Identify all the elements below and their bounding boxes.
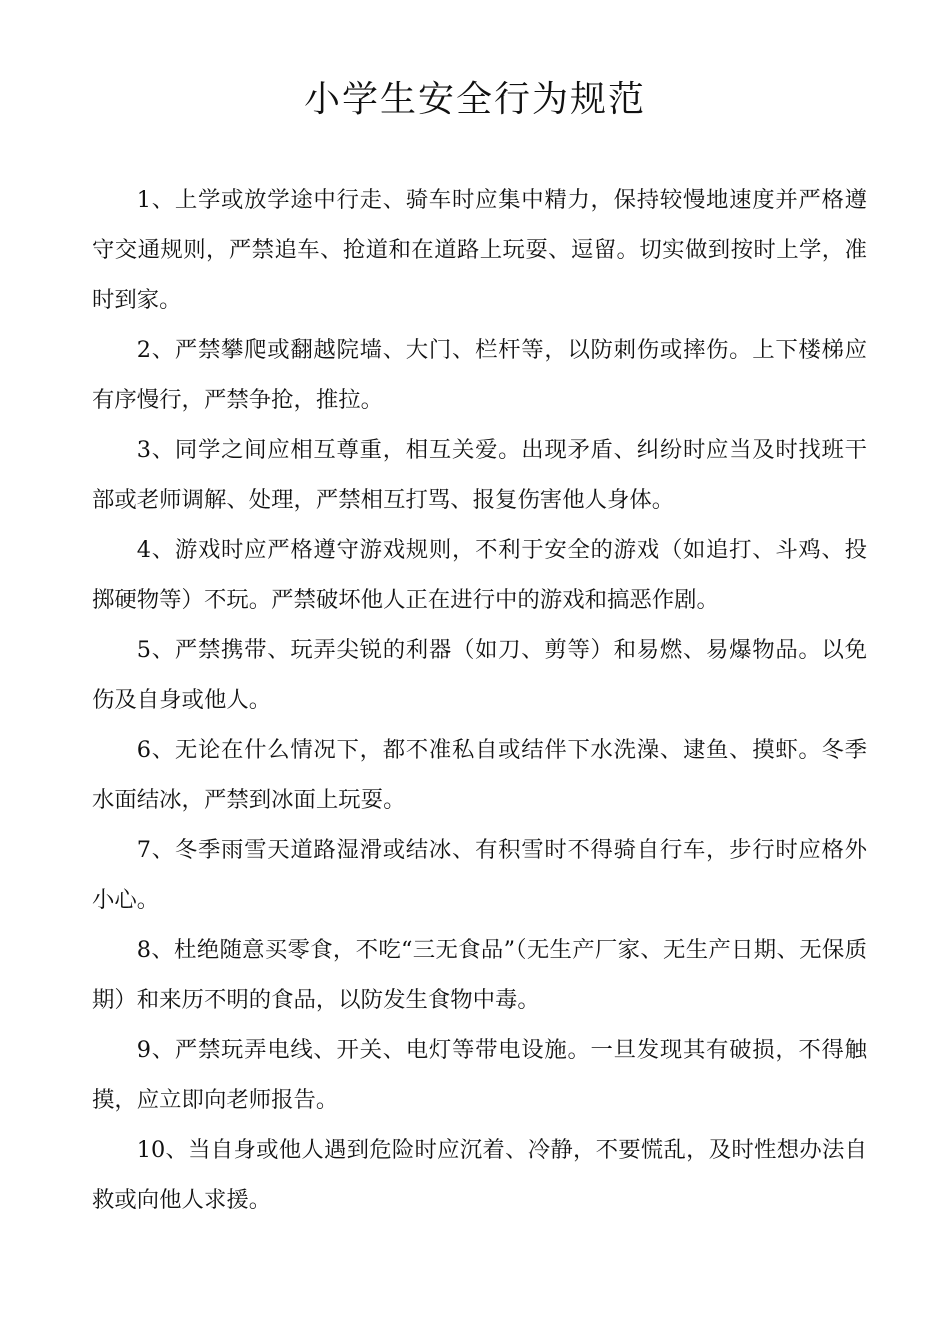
rule-paragraph-9: 9、严禁玩弄电线、开关、电灯等带电设施。一旦发现其有破损，不得触摸，应立即向老师报告。: [92, 1037, 867, 1113]
rule-paragraph-7: 7、冬季雨雪天道路湿滑或结冰、有积雪时不得骑自行车，步行时应格外小心。: [92, 837, 867, 913]
document-body: [92, 175, 867, 1225]
rule-paragraph-6: 6、无论在什么情况下，都不准私自或结伴下水洗澡、逮鱼、摸虾。冬季水面结冰，严禁到冰面上玩耍。: [92, 737, 867, 813]
rule-paragraph-3: 3、同学之间应相互尊重，相互关爱。出现矛盾、纠纷时应当及时找班干部或老师调解、处理，严禁相互打骂、报复伤害他人身体。: [92, 437, 867, 513]
document-title: 小学生安全行为规范: [303, 79, 646, 120]
rule-paragraph-10: 10、当自身或他人遇到危险时应沉着、冷静，不要慌乱，及时性想办法自救或向他人求援。: [92, 1137, 867, 1213]
rule-paragraph-5: 5、严禁携带、玩弄尖锐的利器（如刀、剪等）和易燃、易爆物品。以免伤及自身或他人。: [92, 637, 867, 713]
rule-paragraph-2: 2、严禁攀爬或翻越院墙、大门、栏杆等，以防刺伤或摔伤。上下楼梯应有序慢行，严禁争抢，推拉。: [92, 337, 867, 413]
rule-paragraph-8: 8、杜绝随意买零食，不吃“三无食品”（无生产厂家、无生产日期、无保质期）和来历不明的食品，以防发生食物中毒。: [92, 937, 867, 1013]
rule-paragraph-1: 1、上学或放学途中行走、骑车时应集中精力，保持较慢地速度并严格遵守交通规则，严禁追车、抢道和在道路上玩耍、逗留。切实做到按时上学，准时到家。: [92, 187, 867, 313]
rule-paragraph-4: 4、游戏时应严格遵守游戏规则，不利于安全的游戏（如追打、斗鸡、投掷硬物等）不玩。严禁破坏他人正在进行中的游戏和搞恶作剧。: [92, 537, 867, 613]
